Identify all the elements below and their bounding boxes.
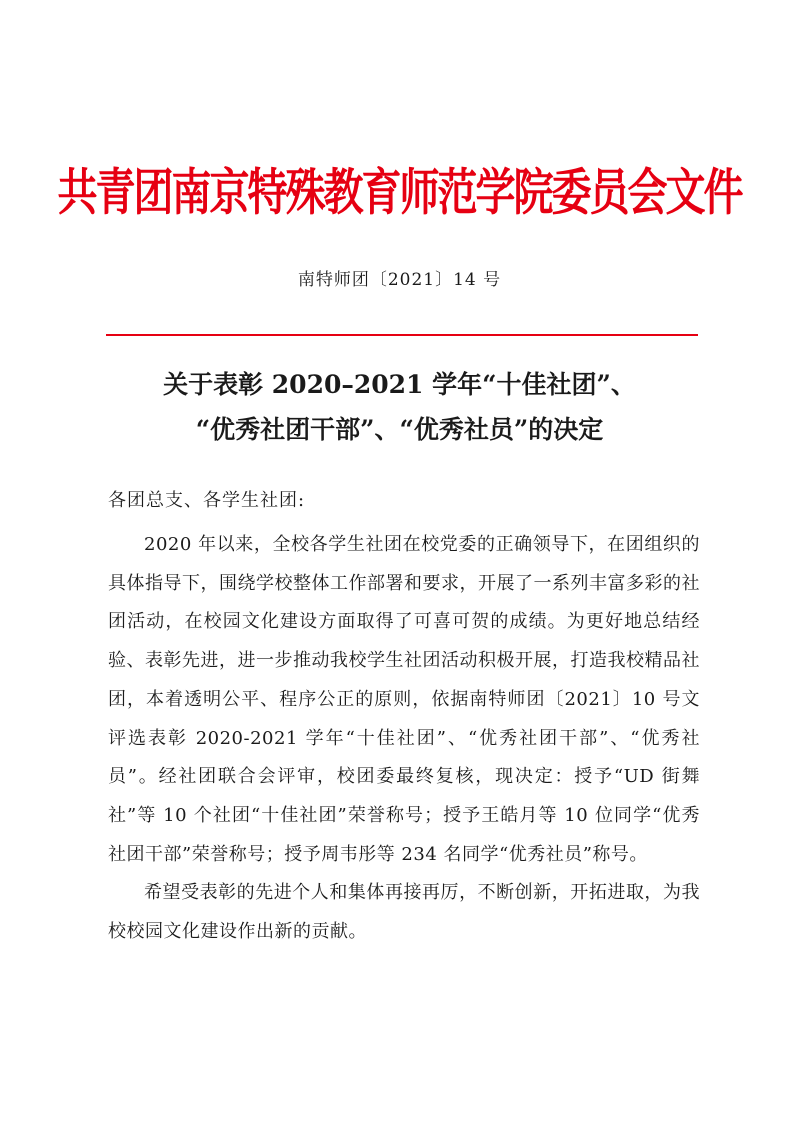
subject-line-1: 关于表彰 2020–2021 学年“十佳社团”、 — [163, 370, 636, 399]
body-paragraph-2: 希望受表彰的先进个人和集体再接再厉，不断创新，开拓进取，为我校校园文化建设作出新的贡献。 — [108, 882, 700, 943]
document-number: 南特师团〔2021〕14 号 — [297, 270, 502, 290]
salutation: 各团总支、各学生社团: — [108, 490, 306, 511]
document-body — [108, 526, 700, 952]
header-divider — [106, 334, 698, 336]
body-paragraph-1: 2020 年以来，全校各学生社团在校党委的正确领导下，在团组织的具体指导下，围绕学校整体工作部署和要求，开展了一系列丰富多彩的社团活动，在校园文化建设方面取得了可喜可贺的成绩。为更好地总结经验、表彰先进，进一步推动我校学生社团活动积极开展，打造我校精品社团，本着透明公平、程序公正的原则，依据南特师团〔2021〕10 号文评选表彰 2020-2021 学年“十佳社团”、“优秀社团干部”、“优秀社员”。经社团联合会评审，校团委最终复核，现决定：授予“UD 街舞社”等 10 个社团“十佳社团”荣誉称号；授予王皓月等 10 位同学“优秀社团干部”荣誉称号；授予周韦彤等 234 名同学“优秀社员”称号。 — [108, 534, 700, 865]
document-subject — [60, 362, 739, 452]
subject-line-2: “优秀社团干部”、“优秀社员”的决定 — [195, 415, 604, 444]
document-header-title: 共青团南京特殊教育师范学院委员会文件 — [57, 163, 742, 222]
